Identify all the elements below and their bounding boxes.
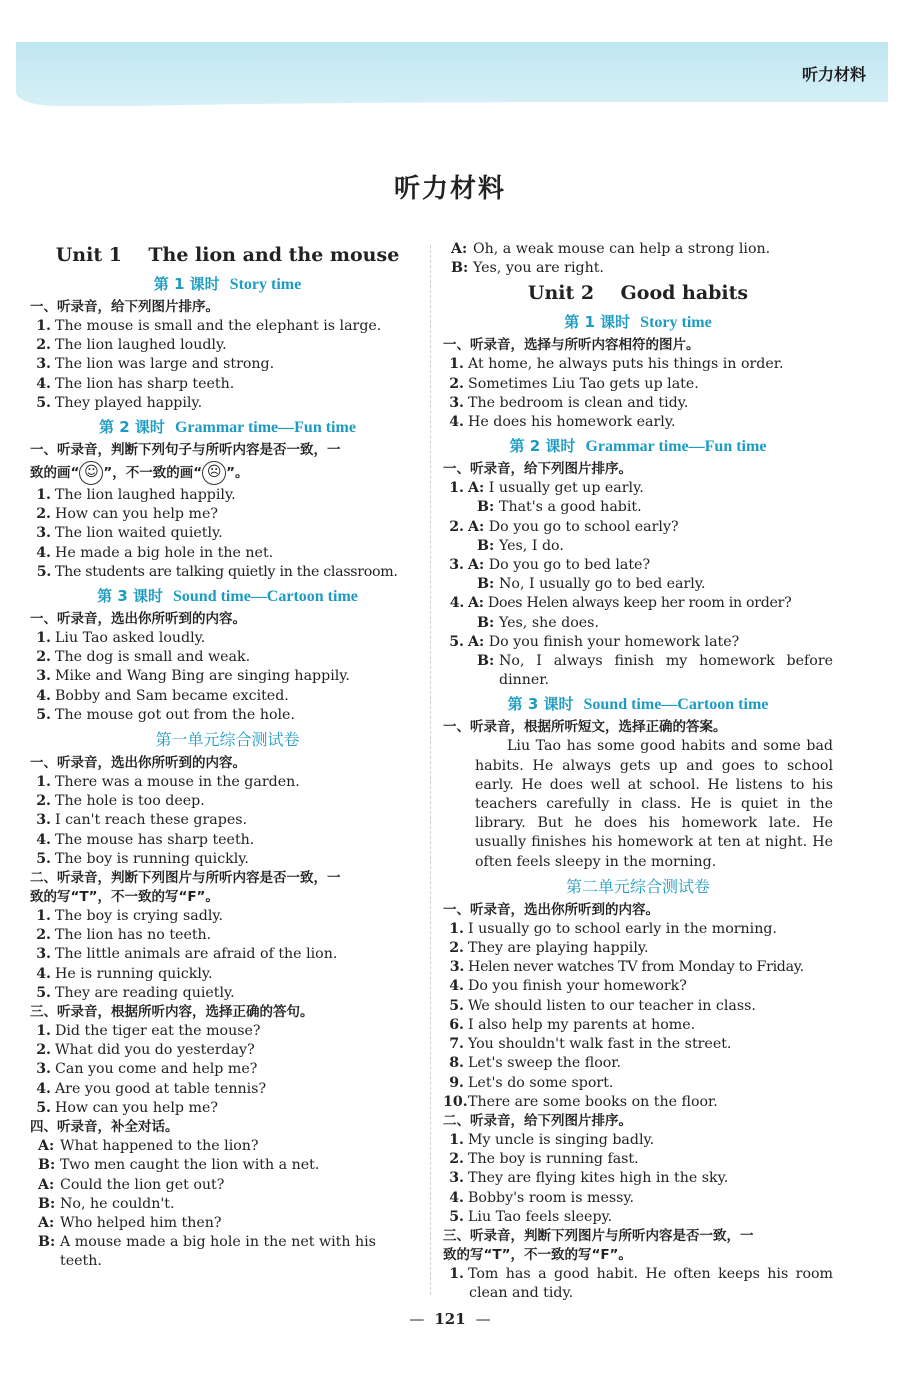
list-item: 1. I usually go to school early in the morning. (449, 920, 777, 937)
list-item: 1. Did the tiger eat the mouse? (36, 1023, 261, 1040)
lesson-heading: 第 3 课时 Sound time—Cartoon time (97, 587, 358, 606)
passage: Liu Tao has some good habits and some bad habits. He always gets up and goes to school early. He does well at school. He listens to his teachers carefully in class. He is quiet in the library. But he does his homework late. He usually finishes his homework at ten at night. He often feels sleepy in the morning. (475, 738, 833, 870)
list-item: 5. The boy is running quickly. (36, 850, 249, 867)
list-item: 1. Tom has a good habit. He often keeps his room clean and tidy. (449, 1265, 833, 1302)
list-item: 3. A: Do you go to bed late? (449, 557, 651, 574)
left-column (30, 240, 425, 1272)
list-item: 2. The dog is small and weak. (36, 649, 251, 666)
instruction: 三、听录音，根据所听内容，选择正确的答句。 (30, 1004, 314, 1021)
list-item: 10.There are some books on the floor. (443, 1093, 718, 1110)
list-item: 2. Sometimes Liu Tao gets up late. (449, 375, 699, 392)
unit-2-title: Unit 2 Good habits (527, 282, 749, 305)
list-item: 3. I can't reach these grapes. (36, 812, 248, 829)
instruction: 一、听录音，判断下列句子与所听内容是否一致，一 (30, 442, 341, 459)
list-item: 4. He made a big hole in the net. (36, 544, 274, 561)
lesson-number: 第 1 课时 (153, 275, 220, 293)
test-title: 第二单元综合测试卷 (565, 876, 710, 896)
list-item: 7. You shouldn't walk fast in the street. (449, 1036, 732, 1053)
list-item: 5. They played happily. (36, 394, 203, 411)
list-item: 3. The lion was large and strong. (36, 356, 275, 373)
header-label: 听力材料 (801, 65, 866, 84)
list-item: 2. The lion laughed loudly. (36, 337, 227, 354)
list-item: 5. Liu Tao feels sleepy. (449, 1208, 613, 1225)
lesson-heading: 第 3 课时 Sound time—Cartoon time (507, 695, 769, 714)
list-item: 4. The mouse has sharp teeth. (36, 831, 255, 848)
list-item: 1. The lion laughed happily. (36, 487, 236, 504)
list-item: 3. Can you come and help me? (36, 1061, 258, 1078)
header-band (16, 42, 888, 106)
list-item: 4. The lion has sharp teeth. (36, 375, 235, 392)
dialogue-line: B: That's a good habit. (477, 499, 642, 516)
list-item: 9. Let's do some sport. (449, 1074, 614, 1091)
lesson-heading: 第 2 课时 Grammar time—Fun time (509, 437, 767, 456)
dialogue-line: A: What happened to the lion? (38, 1138, 259, 1155)
right-column (443, 240, 833, 1303)
lesson-heading: 第 2 课时 Grammar time—Fun time (99, 418, 356, 437)
list-item: 2. A: Do you go to school early? (449, 518, 679, 535)
list-item: 4. A: Does Helen always keep her room in order? (449, 595, 792, 612)
list-item: 1. My uncle is singing badly. (449, 1131, 655, 1148)
list-item: 5. How can you help me? (36, 1099, 218, 1116)
instruction: 一、听录音，选出你所听到的内容。 (443, 901, 659, 918)
list-item: 2. How can you help me? (36, 506, 218, 523)
instruction: 一、听录音，选出你所听到的内容。 (30, 611, 246, 628)
instruction: 一、听录音，选出你所听到的内容。 (30, 755, 246, 772)
list-item: 1. A: I usually get up early. (449, 480, 644, 497)
instruction: 二、听录音，给下列图片排序。 (443, 1112, 632, 1129)
list-item: 2. The lion has no teeth. (36, 927, 212, 944)
list-item: 3. They are flying kites high in the sky. (449, 1170, 729, 1187)
list-item: 1. Liu Tao asked loudly. (36, 630, 206, 647)
instruction: 致的写“T”，不一致的写“F”。 (443, 1246, 632, 1263)
instruction: 一、听录音，根据所听短文，选择正确的答案。 (443, 719, 727, 736)
dialogue-line: A: Oh, a weak mouse can help a strong lion. (451, 241, 771, 257)
list-item: 1. The boy is crying sadly. (36, 908, 223, 925)
list-item: 4. He does his homework early. (449, 414, 676, 431)
list-item: 6. I also help my parents at home. (449, 1016, 696, 1033)
list-item: 5. A: Do you finish your homework late? (449, 633, 740, 650)
column-divider (430, 245, 431, 1295)
instruction: 一、听录音，给下列图片排序。 (443, 461, 632, 478)
happy-face-icon: ☺ (79, 461, 103, 485)
page-number: — 121 — (409, 1310, 491, 1328)
list-item: 3. Mike and Wang Bing are singing happily. (36, 668, 350, 685)
list-item: 2. The boy is running fast. (449, 1151, 639, 1168)
list-item: 2. They are playing happily. (449, 940, 649, 957)
lesson-name: Story time (229, 276, 302, 293)
instruction: 一、听录音，给下列图片排序。 (30, 299, 219, 315)
dialogue-line: B: No, I always finish my homework before dinner. (477, 653, 833, 689)
list-item: 5. We should listen to our teacher in class. (449, 997, 756, 1014)
test-title: 第一单元综合测试卷 (155, 730, 300, 750)
instruction: 一、听录音，选择与所听内容相符的图片。 (443, 337, 700, 354)
dialogue-line: B: Two men caught the lion with a net. (38, 1157, 320, 1174)
dialogue-line: A: Could the lion get out? (38, 1176, 225, 1193)
sad-face-icon: ☹ (202, 461, 226, 485)
instruction: 致的写“T”，不一致的写“F”。 (30, 889, 219, 906)
list-item: 2. What did you do yesterday? (36, 1042, 255, 1059)
list-item: 2. The hole is too deep. (36, 793, 205, 810)
list-item: 5. They are reading quietly. (36, 984, 235, 1001)
dialogue-line: B: A mouse made a big hole in the net with his teeth. (38, 1234, 376, 1270)
page-title: 听力材料 (393, 174, 506, 204)
dialogue-line: B: Yes, she does. (477, 614, 599, 631)
list-item: 5. The mouse got out from the hole. (36, 706, 295, 723)
list-item: 1. There was a mouse in the garden. (36, 774, 300, 791)
dialogue-line: A: Who helped him then? (38, 1214, 222, 1231)
instruction: 四、听录音，补全对话。 (30, 1119, 179, 1136)
lesson-heading: 第 1 课时 Story time (564, 313, 712, 332)
list-item: 4. Bobby and Sam became excited. (36, 687, 289, 704)
unit-1-title: Unit 1 The lion and the mouse (55, 244, 400, 266)
list-item: 3. The little animals are afraid of the lion. (36, 946, 338, 963)
list-item: 1. The mouse is small and the elephant is large. (36, 318, 382, 334)
list-item: 3. The lion waited quietly. (36, 525, 223, 542)
instruction: 二、听录音，判断下列图片与所听内容是否一致，一 (30, 870, 341, 887)
dialogue-line: B: No, he couldn't. (38, 1195, 175, 1212)
lesson-heading (30, 273, 425, 296)
list-item: 8. Let's sweep the floor. (449, 1055, 622, 1072)
list-item: 4. Bobby's room is messy. (449, 1189, 635, 1206)
list-item: 4. Do you finish your homework? (449, 978, 687, 995)
dialogue-line: B: Yes, you are right. (451, 260, 604, 277)
dialogue-line: B: Yes, I do. (477, 537, 564, 554)
list-item: 3. Helen never watches TV from Monday to Friday. (449, 959, 804, 976)
list-item: 5. The students are talking quietly in the classroom. (36, 563, 398, 580)
list-item: 3. The bedroom is clean and tidy. (449, 394, 689, 411)
instruction: 致的画“ ☺ ”，不一致的画“ ☹ ”。 (30, 460, 425, 486)
list-item: 1. At home, he always puts his things in order. (449, 356, 784, 373)
list-item: 4. Are you good at table tennis? (36, 1080, 267, 1097)
list-item: 4. He is running quickly. (36, 965, 213, 982)
instruction: 三、听录音，判断下列图片与所听内容是否一致，一 (443, 1227, 754, 1244)
dialogue-line: B: No, I usually go to bed early. (477, 576, 706, 593)
